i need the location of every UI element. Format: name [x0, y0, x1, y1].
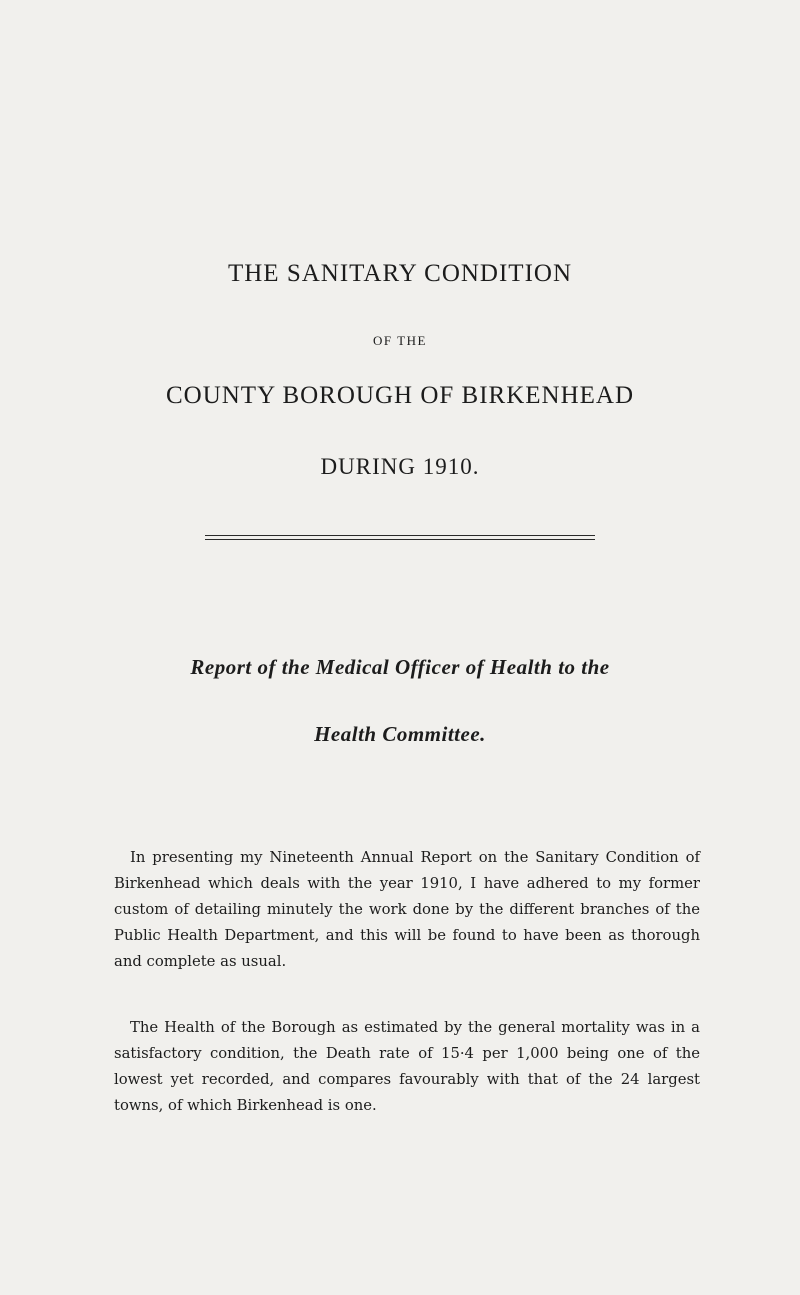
title-connector: OF THE: [373, 333, 427, 348]
paragraph-1-text: In presenting my Nineteenth Annual Report on the Sanitary Condition of Birkenhead which deals with the year 1910, I have adhered to my former custom of detailing minutely the work done by the different branches of the Public Health Department, and this will be found to have been as thorough and complete as usual.: [114, 849, 700, 970]
report-subtitle-line1: Report of the Medical Officer of Health to the: [190, 655, 610, 679]
paragraph-2-text: The Health of the Borough as estimated by the general mortality was in a satisfactory condition, the Death rate of 15·4 per 1,000 being one of the lowest yet recorded, and compares favourably with that of the 24 largest towns, of which Birkenhead is one.: [114, 1019, 700, 1114]
year-title: DURING 1910.: [320, 454, 480, 479]
borough-title: COUNTY BOROUGH OF BIRKENHEAD: [165, 382, 635, 409]
divider-rule-bottom: [205, 539, 595, 540]
report-subtitle-line2: Health Committee.: [314, 722, 486, 746]
body-paragraph-2: [114, 1015, 700, 1119]
main-title: THE SANITARY CONDITION: [227, 260, 573, 287]
divider-rule-top: [205, 535, 595, 536]
body-paragraph-1: [114, 845, 700, 975]
